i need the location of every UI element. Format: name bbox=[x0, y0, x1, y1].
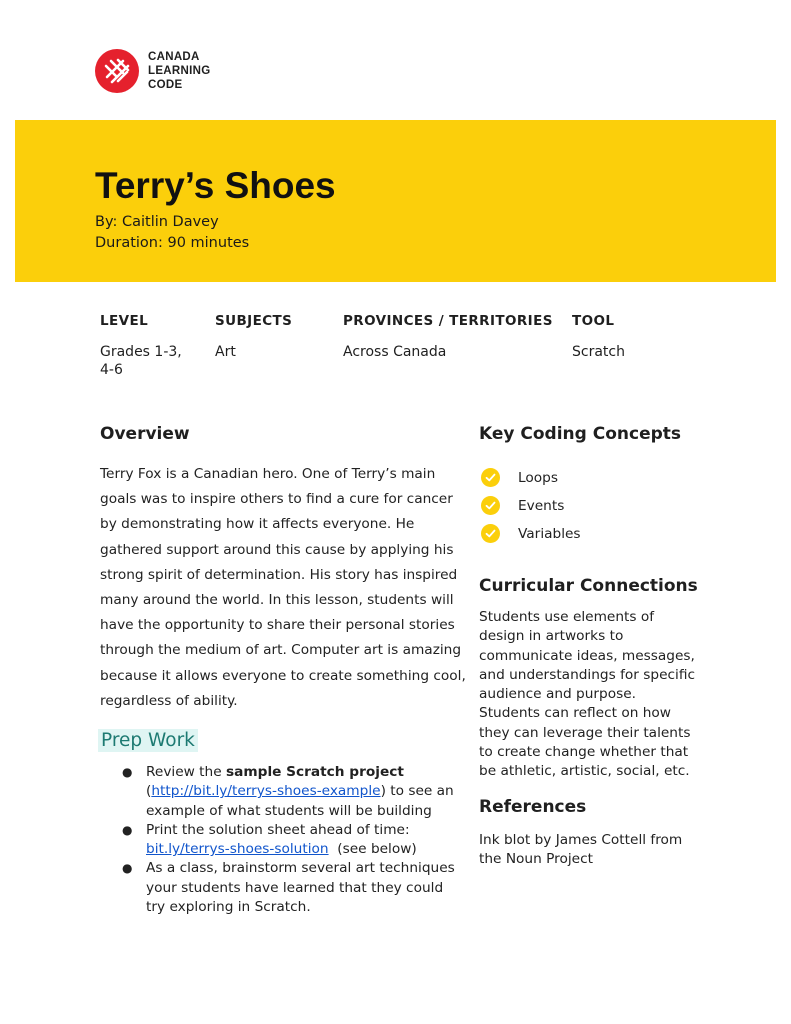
level-heading: LEVEL bbox=[100, 313, 149, 329]
concept-item bbox=[481, 468, 558, 487]
logo bbox=[95, 49, 210, 93]
tool-value: Scratch bbox=[572, 344, 625, 360]
bullet-icon: ● bbox=[122, 765, 133, 779]
provinces-value: Across Canada bbox=[343, 344, 447, 360]
overview-text: Terry Fox is a Canadian hero. One of Terry’s main goals was to inspire others to find a cure for cancer by demonstrating how it affects everyone. He gathered support around this cause by applying his strong spirit of determination. His story has inspired many around the world. In this lesson, students will have the opportunity to share their personal stories through the medium of art. Computer art is amazing because it allows everyone to create something cool, regardless of ability. bbox=[100, 466, 466, 709]
prep-work-heading: Prep Work bbox=[98, 729, 198, 752]
logo-wordmark bbox=[148, 50, 210, 92]
canada-learning-code-logo-icon bbox=[95, 49, 139, 93]
prep-item-1-bold: sample Scratch project bbox=[226, 764, 404, 780]
duration-line: Duration: 90 minutes bbox=[95, 235, 250, 251]
curricular-text: Students use elements of design in artworks to communicate ideas, messages, and understandings for specific audience and purpose. Students can reflect on how they can leverage their talents to create change whether that be athletic, artistic, social, etc. bbox=[479, 609, 695, 780]
prep-item-2-text: Print the solution sheet ahead of time: bbox=[146, 821, 410, 838]
logo-line-3: CODE bbox=[148, 79, 183, 91]
logo-line-2: LEARNING bbox=[148, 65, 211, 77]
prep-item-1-paren: ( bbox=[146, 783, 152, 800]
references-heading: References bbox=[479, 797, 587, 817]
prep-item bbox=[120, 763, 460, 821]
concept-item bbox=[481, 524, 581, 543]
solution-sheet-link[interactable]: bit.ly/terrys-shoes-solution bbox=[146, 841, 329, 858]
sample-project-link[interactable]: http://bit.ly/terrys-shoes-example bbox=[151, 783, 381, 800]
overview-heading: Overview bbox=[100, 424, 190, 444]
check-icon bbox=[481, 524, 500, 543]
curricular-heading: Curricular Connections bbox=[479, 576, 698, 596]
bullet-icon: ● bbox=[122, 822, 133, 837]
logo-line-1: CANADA bbox=[148, 51, 200, 63]
references-text: Ink blot by James Cottell from the Noun Project bbox=[479, 832, 683, 868]
concept-label: Events bbox=[518, 497, 565, 514]
prep-item bbox=[120, 821, 460, 860]
prep-item bbox=[120, 859, 460, 917]
concept-item bbox=[481, 496, 564, 515]
title-banner bbox=[15, 120, 776, 282]
check-icon bbox=[481, 496, 500, 515]
prep-work-list bbox=[120, 763, 460, 917]
prep-item-1-text: Review the bbox=[146, 764, 226, 780]
key-concepts-heading: Key Coding Concepts bbox=[479, 424, 682, 444]
provinces-heading: PROVINCES / TERRITORIES bbox=[343, 313, 553, 329]
check-icon bbox=[481, 468, 500, 487]
concept-label: Variables bbox=[518, 525, 581, 542]
bullet-icon: ● bbox=[122, 861, 133, 876]
prep-item-3-text: As a class, brainstorm several art techniques your students have learned that they could try exploring in Scratch. bbox=[146, 860, 455, 916]
prep-item-1-after: ) to see an example of what students will be building bbox=[146, 783, 454, 819]
subjects-value: Art bbox=[215, 344, 236, 360]
author-line: By: Caitlin Davey bbox=[95, 214, 219, 230]
page-title: Terry’s Shoes bbox=[95, 165, 336, 206]
concept-label: Loops bbox=[518, 469, 558, 486]
tool-heading: TOOL bbox=[572, 313, 615, 329]
prep-item-2-after: (see below) bbox=[328, 841, 417, 858]
level-value: Grades 1-3, 4-6 bbox=[100, 344, 182, 378]
subjects-heading: SUBJECTS bbox=[215, 313, 293, 329]
